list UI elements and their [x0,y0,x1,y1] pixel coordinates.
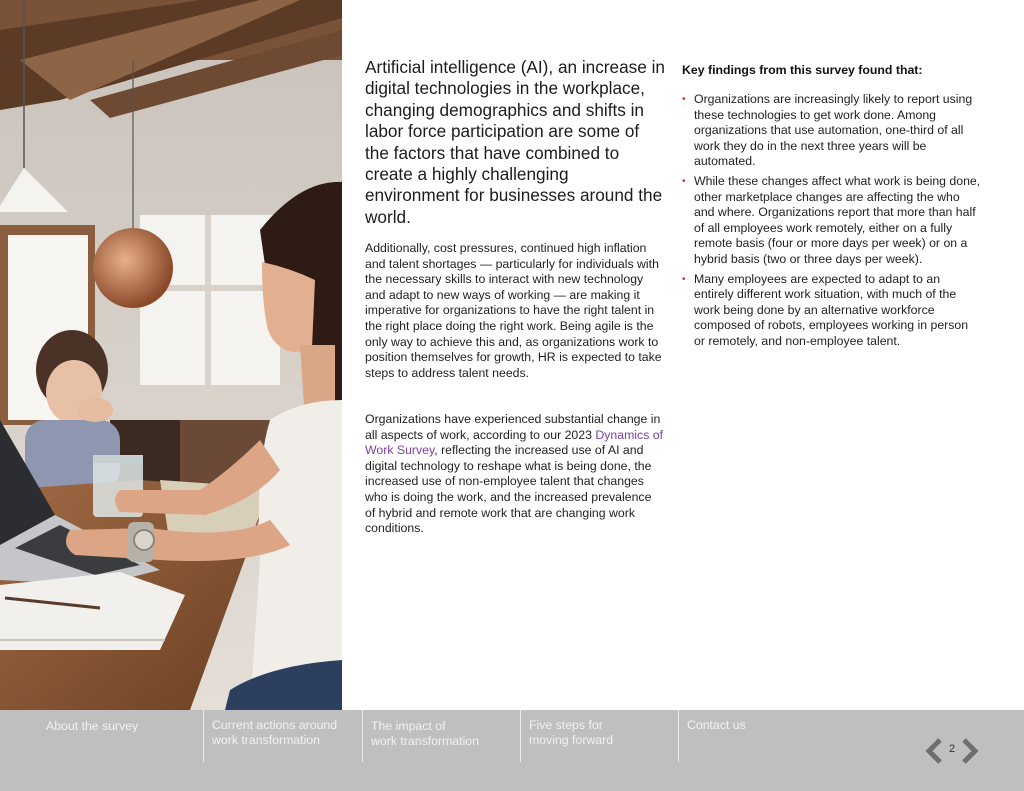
key-findings-section [682,62,982,354]
chevron-right-icon[interactable] [961,738,979,764]
list-item [682,174,982,268]
paragraph-2-text-before-link: Organizations have experienced substantial change in all aspects of work, according to our 2023 [365,412,661,442]
footer-navigation [0,710,1024,791]
body-paragraph-2 [365,412,665,537]
nav-about-the-survey[interactable] [38,710,204,762]
list-item [682,272,982,350]
paragraph-2-text-after-link: , reflecting the increased use of AI and digital technology to reshape what is being done, the increased use of non-employee talent that changes who is doing the work, and the increased prevalence of hybrid and remote work that are changing work conditions. [365,443,652,536]
chevron-left-icon[interactable] [925,738,943,764]
bullet-icon: • [682,273,686,285]
list-item [682,92,982,170]
dynamics-of-work-survey-link[interactable]: Dynamics of Work Survey [365,427,664,458]
nav-five-steps[interactable] [520,710,678,762]
pager [925,738,981,764]
hero-photo [0,0,342,710]
nav-label-line-1: About the survey [46,719,139,733]
nav-label-line-2: work transformation [371,734,479,748]
nav-current-actions[interactable] [203,710,361,762]
finding-text: Organizations are increasingly likely to report using these technologies to get work done. Among organizations that use automation, one-third of all work they do in the next three years will be automated. [694,92,973,169]
finding-text: Many employees are expected to adapt to an entirely different work situation, with much of the work being done by an alternative workforce composed of robots, employees working in person or remotely, and non-employee talent. [694,271,969,348]
page-number: 2 [948,743,956,755]
nav-label-line-1: Current actions around [212,718,338,732]
nav-contact-us[interactable] [678,710,838,762]
body-paragraph-1: Additionally, cost pressures, continued high inflation and talent shortages — particularly for individuals with the necessary skills to interact with new technology and adapt to new ways of working — are making it imperative for organizations to have the right talent in the right place doing the right work. Being agile is the only way to achieve this and, as organizations work to position themselves for growth, HR is expected to take steps to address talent needs. [365,241,662,380]
key-findings-heading: Key findings from this survey found that: [682,63,923,77]
key-findings-list [682,92,982,350]
nav-label-line-2: work transformation [212,733,320,747]
bullet-icon: • [682,175,686,187]
nav-label-line-2: moving forward [529,733,614,747]
nav-label-line-1: Five steps for [529,718,603,732]
nav-impact-of-work-transformation[interactable] [362,710,520,762]
nav-label-line-1: Contact us [687,718,746,732]
intro-lead-text: Artificial intelligence (AI), an increase in digital technologies in the workplace, changing demographics and shifts in labor force participation are some of the factors that have combined to create a highly challenging environment for businesses around the world. [365,57,665,227]
bullet-icon: • [682,94,686,105]
finding-text: While these changes affect what work is being done, other marketplace changes are affecting the who and where. Organizations report that more than half of all employees work remotely, either on a fully remote basis (four or more days per week) or on a hybrid basis (two or three days per week). [694,173,981,266]
nav-label-line-1: The impact of [371,719,446,733]
